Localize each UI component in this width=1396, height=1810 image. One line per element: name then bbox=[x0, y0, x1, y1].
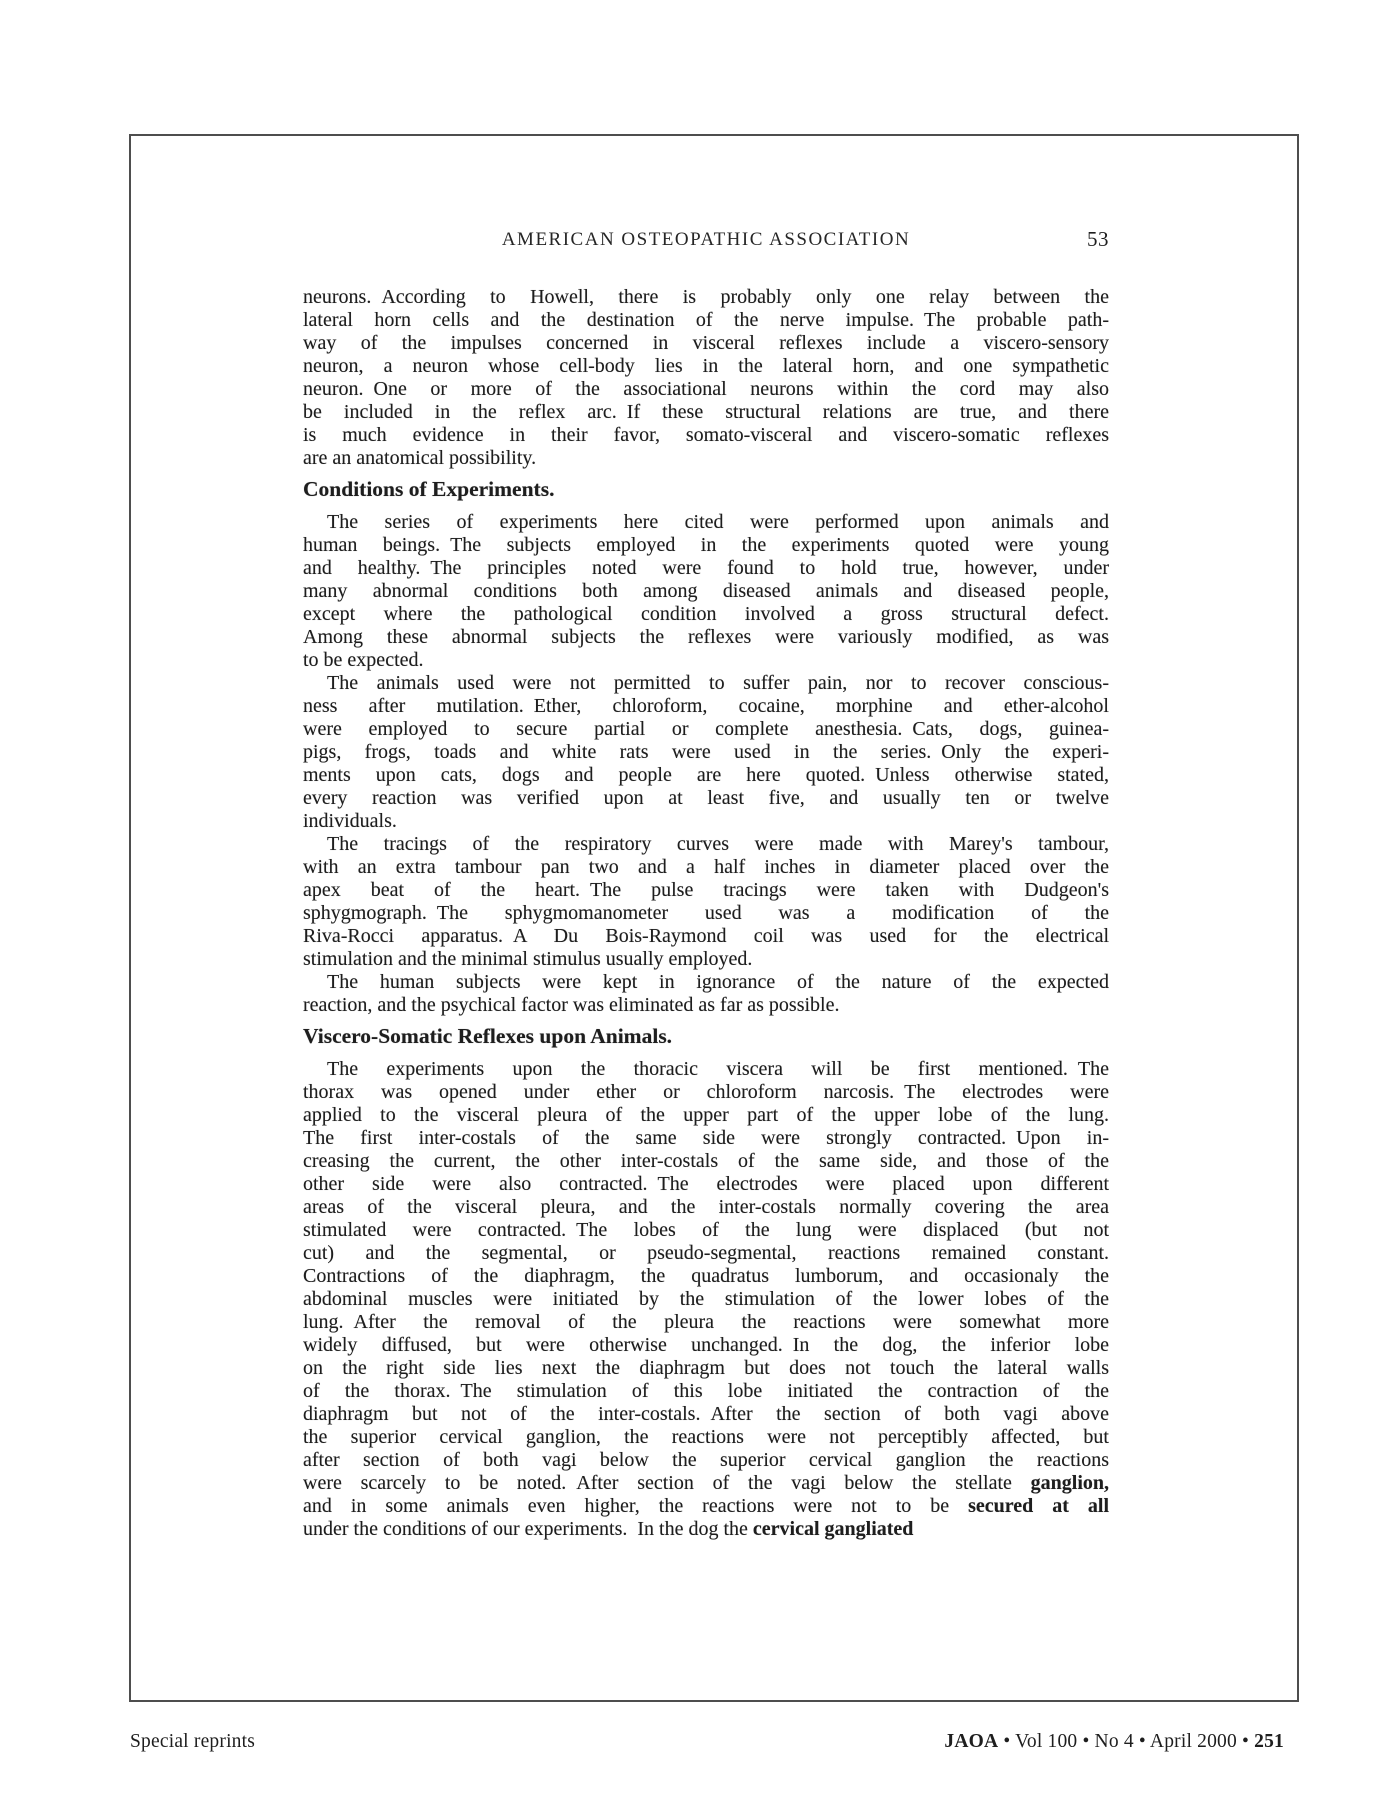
text-line: pigs, frogs, toads and white rats were used in the series. Only the experi- bbox=[303, 741, 1109, 763]
article-body bbox=[303, 286, 1109, 1541]
text-line: be included in the reflex arc. If these structural relations are true, and there bbox=[303, 401, 1109, 423]
bold-text-segment: ganglion, bbox=[1030, 1472, 1109, 1494]
text-line: with an extra tambour pan two and a half inches in diameter placed over the bbox=[303, 856, 1109, 878]
text-line: to be expected. bbox=[303, 649, 424, 671]
footer-row bbox=[129, 1731, 1299, 1757]
section-heading: Conditions of Experiments. bbox=[303, 477, 555, 501]
text-line: neuron. One or more of the associational neurons within the cord may also bbox=[303, 378, 1109, 400]
text-line: widely diffused, but were otherwise unchanged. In the dog, the inferior lobe bbox=[303, 1334, 1109, 1356]
text-line: were employed to secure partial or complete anesthesia. Cats, dogs, guinea- bbox=[303, 718, 1109, 740]
text-line: stimulation and the minimal stimulus usually employed. bbox=[303, 948, 753, 970]
text-line: The animals used were not permitted to suffer pain, nor to recover conscious- bbox=[327, 672, 1109, 694]
running-head: AMERICAN OSTEOPATHIC ASSOCIATION bbox=[501, 229, 911, 250]
paragraph bbox=[303, 1058, 1109, 1541]
text-line: stimulated were contracted. The lobes of the lung were displaced (but not bbox=[303, 1219, 1109, 1241]
text-line: diaphragm but not of the inter-costals. After the section of both vagi above bbox=[303, 1403, 1109, 1425]
page-number: 53 bbox=[1087, 227, 1109, 251]
text-line: abdominal muscles were initiated by the stimulation of the lower lobes of the bbox=[303, 1288, 1109, 1310]
text-line: ness after mutilation. Ether, chloroform, cocaine, morphine and ether-alcohol bbox=[303, 695, 1109, 717]
text-segment: were scarcely to be noted. After section of the vagi below the stellate bbox=[303, 1472, 1031, 1494]
text-line: way of the impulses concerned in visceral reflexes include a viscero-sensory bbox=[303, 332, 1109, 354]
text-line bbox=[303, 1495, 1109, 1518]
text-line: many abnormal conditions both among diseased animals and diseased people, bbox=[303, 580, 1109, 602]
text-line: Riva-Rocci apparatus. A Du Bois-Raymond coil was used for the electrical bbox=[303, 925, 1109, 947]
footer-citation-text: • Vol 100 • No 4 • April 2000 • bbox=[998, 1731, 1255, 1752]
text-line: sphygmograph. The sphygmomanometer used was a modification of the bbox=[303, 902, 1109, 924]
text-line: human beings. The subjects employed in the experiments quoted were young bbox=[303, 534, 1109, 556]
text-line bbox=[303, 1472, 1109, 1495]
text-line: The series of experiments here cited were performed upon animals and bbox=[327, 511, 1109, 533]
text-line: apex beat of the heart. The pulse tracings were taken with Dudgeon's bbox=[303, 879, 1109, 901]
paragraph bbox=[303, 672, 1109, 833]
text-line: reaction, and the psychical factor was eliminated as far as possible. bbox=[303, 994, 840, 1016]
text-line: cut) and the segmental, or pseudo-segmental, reactions remained constant. bbox=[303, 1242, 1109, 1264]
text-segment: under the conditions of our experiments. In the dog the bbox=[303, 1518, 753, 1540]
text-line: The human subjects were kept in ignorance of the nature of the expected bbox=[327, 971, 1109, 993]
footer-reprint-label: Special reprints bbox=[130, 1731, 256, 1752]
text-line: The first inter-costals of the same side were strongly contracted. Upon in- bbox=[303, 1127, 1109, 1149]
paragraph bbox=[303, 511, 1109, 672]
text-line: lateral horn cells and the destination of the nerve impulse. The probable path- bbox=[303, 309, 1109, 331]
text-line: neurons. According to Howell, there is probably only one relay between the bbox=[303, 286, 1109, 308]
text-line: and healthy. The principles noted were found to hold true, however, under bbox=[303, 557, 1109, 579]
text-line: The experiments upon the thoracic viscera will be first mentioned. The bbox=[327, 1058, 1109, 1080]
text-line bbox=[303, 1518, 1109, 1541]
footer-citation-bold: JAOA bbox=[944, 1731, 999, 1752]
bold-text-segment: cervical gangliated bbox=[752, 1518, 914, 1540]
text-line: areas of the visceral pleura, and the inter-costals normally covering the area bbox=[303, 1196, 1109, 1218]
footer-citation-bold: 251 bbox=[1254, 1731, 1284, 1752]
text-segment: and in some animals even higher, the reactions were not to be bbox=[303, 1495, 969, 1517]
text-line: individuals. bbox=[303, 810, 397, 832]
footer-journal-citation bbox=[944, 1731, 1284, 1753]
text-line: thorax was opened under ether or chloroform narcosis. The electrodes were bbox=[303, 1081, 1109, 1103]
paragraph bbox=[303, 971, 1109, 1017]
text-line: The tracings of the respiratory curves were made with Marey's tambour, bbox=[327, 833, 1109, 855]
text-line: every reaction was verified upon at least five, and usually ten or twelve bbox=[303, 787, 1109, 809]
text-line: Contractions of the diaphragm, the quadratus lumborum, and occasionaly the bbox=[303, 1265, 1109, 1287]
text-line: creasing the current, the other inter-costals of the same side, and those of the bbox=[303, 1150, 1109, 1172]
text-line: on the right side lies next the diaphragm but does not touch the lateral walls bbox=[303, 1357, 1109, 1379]
text-line: neuron, a neuron whose cell-body lies in the lateral horn, and one sympathetic bbox=[303, 355, 1109, 377]
text-line: applied to the visceral pleura of the upper part of the upper lobe of the lung. bbox=[303, 1104, 1109, 1126]
text-line: the superior cervical ganglion, the reactions were not perceptibly affected, but bbox=[303, 1426, 1109, 1448]
paragraph bbox=[303, 286, 1109, 470]
running-head-row bbox=[303, 229, 1109, 255]
text-line: Among these abnormal subjects the reflexes were variously modified, as was bbox=[303, 626, 1109, 648]
text-line: ments upon cats, dogs and people are here quoted. Unless otherwise stated, bbox=[303, 764, 1109, 786]
text-line: other side were also contracted. The electrodes were placed upon different bbox=[303, 1173, 1109, 1195]
text-line: of the thorax. The stimulation of this lobe initiated the contraction of the bbox=[303, 1380, 1109, 1402]
paragraph bbox=[303, 833, 1109, 971]
bold-text-segment: secured at all bbox=[968, 1495, 1109, 1517]
text-line: except where the pathological condition involved a gross structural defect. bbox=[303, 603, 1109, 625]
section-heading: Viscero-Somatic Reflexes upon Animals. bbox=[303, 1024, 673, 1048]
text-line: is much evidence in their favor, somato-visceral and viscero-somatic reflexes bbox=[303, 424, 1109, 446]
text-line: after section of both vagi below the superior cervical ganglion the reactions bbox=[303, 1449, 1109, 1471]
text-line: lung. After the removal of the pleura the reactions were somewhat more bbox=[303, 1311, 1109, 1333]
text-line: are an anatomical possibility. bbox=[303, 447, 537, 469]
